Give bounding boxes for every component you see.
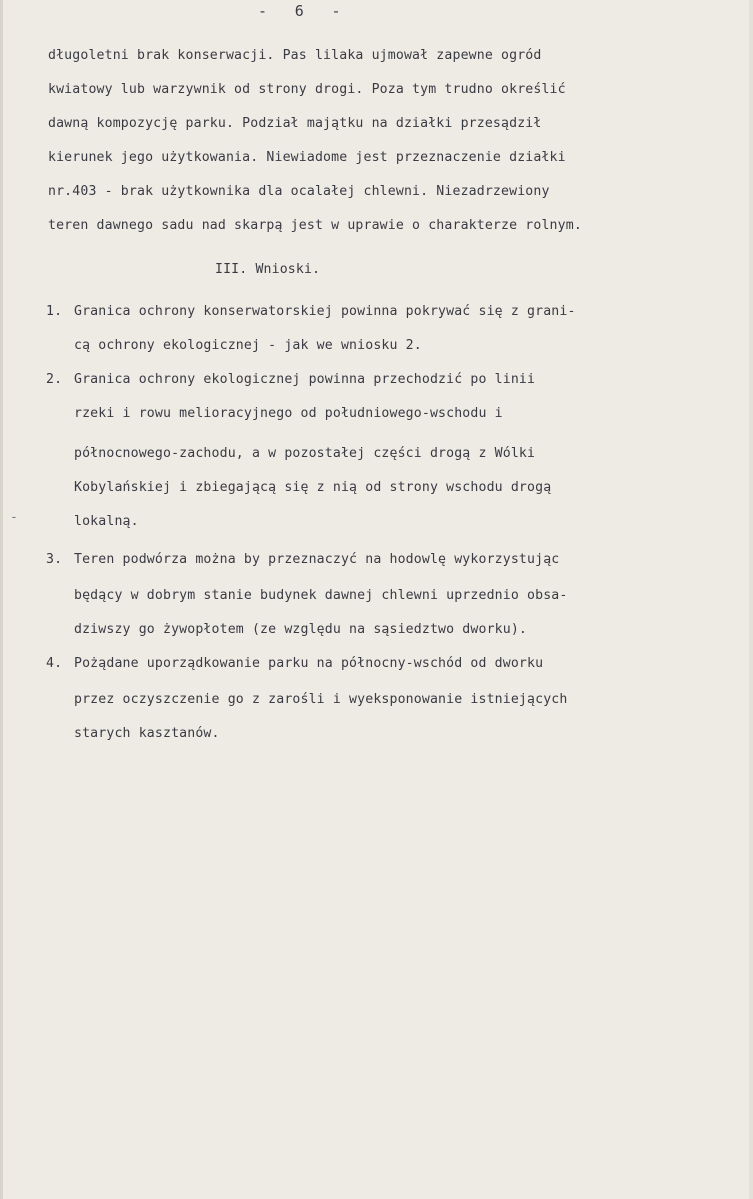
section-heading: III. Wnioski.: [215, 262, 321, 277]
list-item-line: rzeki i rowu melioracyjnego od południowego-wschodu i: [74, 406, 503, 421]
text-line: teren dawnego sadu nad skarpą jest w uprawie o charakterze rolnym.: [48, 218, 582, 233]
list-item-line: przez oczyszczenie go z zarośli i wyeksponowanie istniejących: [74, 692, 568, 707]
list-item-line: starych kasztanów.: [74, 726, 220, 741]
list-item-line: Kobylańskiej i zbiegającą się z nią od strony wschodu drogą: [74, 480, 552, 495]
list-item-line: będący w dobrym stanie budynek dawnej chlewni uprzednio obsa-: [74, 588, 568, 603]
list-item-line: północnowego-zachodu, a w pozostałej części drogą z Wólki: [74, 446, 536, 461]
list-item-line: Granica ochrony ekologicznej powinna przechodzić po linii: [74, 372, 536, 387]
text-line: dawną kompozycję parku. Podział majątku na działki przesądził: [48, 116, 542, 131]
page-right-edge: [749, 0, 753, 1199]
text-line: kwiatowy lub warzywnik od strony drogi. Poza tym trudno określić: [48, 82, 566, 97]
list-item-line: dziwszy go żywopłotem (ze względu na sąsiedztwo dworku).: [74, 622, 528, 637]
list-item-line: lokalną.: [74, 514, 139, 529]
list-item-number: 4.: [46, 656, 63, 671]
list-item-line: cą ochrony ekologicznej - jak we wniosku 2.: [74, 338, 422, 353]
list-item-line: Teren podwórza można by przeznaczyć na hodowlę wykorzystując: [74, 552, 560, 567]
list-item-line: Granica ochrony konserwatorskiej powinna pokrywać się z grani-: [74, 304, 576, 319]
page-number: - 6 -: [258, 2, 341, 20]
list-item-number: 3.: [46, 552, 63, 567]
list-item-number: 2.: [46, 372, 63, 387]
text-line: długoletni brak konserwacji. Pas lilaka ujmował zapewne ogród: [48, 48, 542, 63]
list-item-number: 1.: [46, 304, 63, 319]
text-line: nr.403 - brak użytkownika dla ocalałej chlewni. Niezadrzewiony: [48, 184, 550, 199]
page-left-edge: [0, 0, 3, 1199]
margin-mark: -: [10, 510, 18, 525]
list-item-line: Pożądane uporządkowanie parku na północny-wschód od dworku: [74, 656, 544, 671]
text-line: kierunek jego użytkowania. Niewiadome jest przeznaczenie działki: [48, 150, 566, 165]
